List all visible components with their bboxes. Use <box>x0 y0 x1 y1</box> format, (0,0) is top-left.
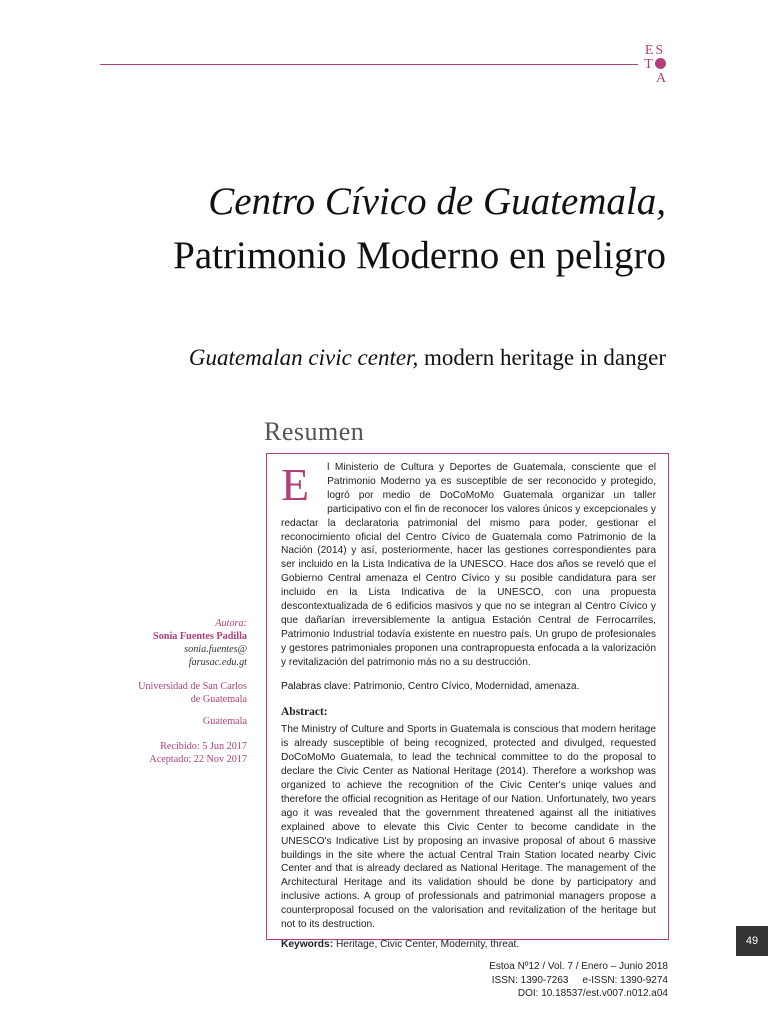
resumen-heading: Resumen <box>264 417 365 446</box>
logo-line-3: A <box>655 71 669 86</box>
affiliation-block <box>100 680 247 706</box>
palabras-clave-values: Patrimonio, Centro Cívico, Modernidad, amenaza. <box>353 680 580 692</box>
header-rule <box>100 64 638 65</box>
palabras-clave-label: Palabras clave: <box>281 680 351 692</box>
abstract-box <box>266 453 669 950</box>
author-label: Autora: <box>215 618 247 629</box>
keywords-values: Heritage, Civic Center, Modernity, threat. <box>335 939 520 950</box>
keywords <box>281 938 656 952</box>
affiliation-line-1: Universidad de San Carlos <box>138 681 247 692</box>
journal-logo <box>640 44 670 86</box>
received-date: Recibido: 5 Jun 2017 <box>160 741 247 752</box>
affiliation-line-2: de Guatemala <box>190 694 247 705</box>
subtitle-italic: Guatemalan civic center, <box>188 345 419 370</box>
title-normal: Patrimonio Moderno en peligro <box>173 234 666 277</box>
keywords-label: Keywords: <box>281 939 334 950</box>
footer-issn: ISSN: 1390-7263 e-ISSN: 1390-9274 <box>491 974 668 986</box>
author-email[interactable]: sonia.fuentes@ farusac.edu.gt <box>184 644 247 668</box>
accepted-date: Aceptado: 22 Nov 2017 <box>149 754 247 765</box>
footer-citation <box>408 960 668 1001</box>
logo-line-1: ES <box>644 43 666 58</box>
footer-doi[interactable]: DOI: 10.18537/est.v007.n012.a04 <box>517 988 668 999</box>
page-number: 49 <box>736 926 768 956</box>
abstract-body: The Ministry of Culture and Sports in Guatemala is conscious that modern heritage is already susceptible of being recognized, protected and divulged, requested DoCoMoMo Guatemala, to lead the technical committee to do the proposal to declare the Civic Center as National Heritage (2014). Therefore a workshop was organized to achieve the recognition of the Civic Center's uniqe values and therefore the official recognition as Heritage of our Nation. Unfortunately, two years ago it was revealed that the government threatened against all the initiatives explained above to elevate this Civic Center to become candidate in the UNESCO's Indicative List by proposing an invasive proposal of about 6 massive buildings in the site where the actual Central Train Station located nearby Civic Center and that is already declared as National Heritage. The management of the Architectural Heritage and its validation should be done by participatory and inclusive actions. A group of professionals and patrimonial managers propose a counterproposal focused on the valorisation and revitalization of the heritage but not to its destruction. <box>281 724 656 931</box>
resumen-paragraph <box>281 461 656 670</box>
abstract-heading: Abstract: <box>281 705 328 718</box>
palabras-clave <box>281 680 656 694</box>
author-name: Sonia Fuentes Padilla <box>153 631 247 642</box>
author-block <box>100 617 247 669</box>
footer-issue: Estoa Nº12 / Vol. 7 / Enero – Junio 2018 <box>489 961 668 972</box>
dropcap: E <box>281 459 310 510</box>
dates-block <box>100 740 247 766</box>
title-italic: Centro Cívico de Guatemala, <box>208 180 666 223</box>
resumen-body: l Ministerio de Cultura y Deportes de Guatemala, consciente que el Patrimonio Moderno ya es susceptible de ser reconocido y protegido, logró por medio de DoCoMoMo Guatemala organizar un taller participativo con el fin de reconocer los valores únicos y excepcionales y redactar la declaratoria patrimonial del mismo para poder, gestionar el reconocimiento oficial del Centro Cívico de Guatemala como Patrimonio de la Nación (2014) y así, posteriormente, hacer las gestiones correspondientes para ser incluido en la Lista Indicativa de la UNESCO. Hace dos años se reveló que el Gobierno Central amenaza el Centro Cívico y su posible candidatura para ser incluido en la Lista Indicativa de la UNESCO, con una propuesta descontextualizada de 6 edificios masivos y que no se integran al Centro Cívico y que dañarían irreversiblemente la antigua Estación Central de Ferrocarriles, Patrimonio Industrial todavía existente en nuestro país. Un grupo de profesionales y gestores patrimoniales proponen una contrapropuesta enfocada a la valorización y revitalización del patrimonio más no a su destrucción. <box>281 462 656 668</box>
subtitle-normal: modern heritage in danger <box>423 345 666 370</box>
article-title <box>106 175 666 283</box>
article-subtitle <box>106 343 666 373</box>
country: Guatemala <box>202 716 247 727</box>
logo-line-2: T <box>640 58 670 72</box>
logo-dot <box>655 58 666 69</box>
